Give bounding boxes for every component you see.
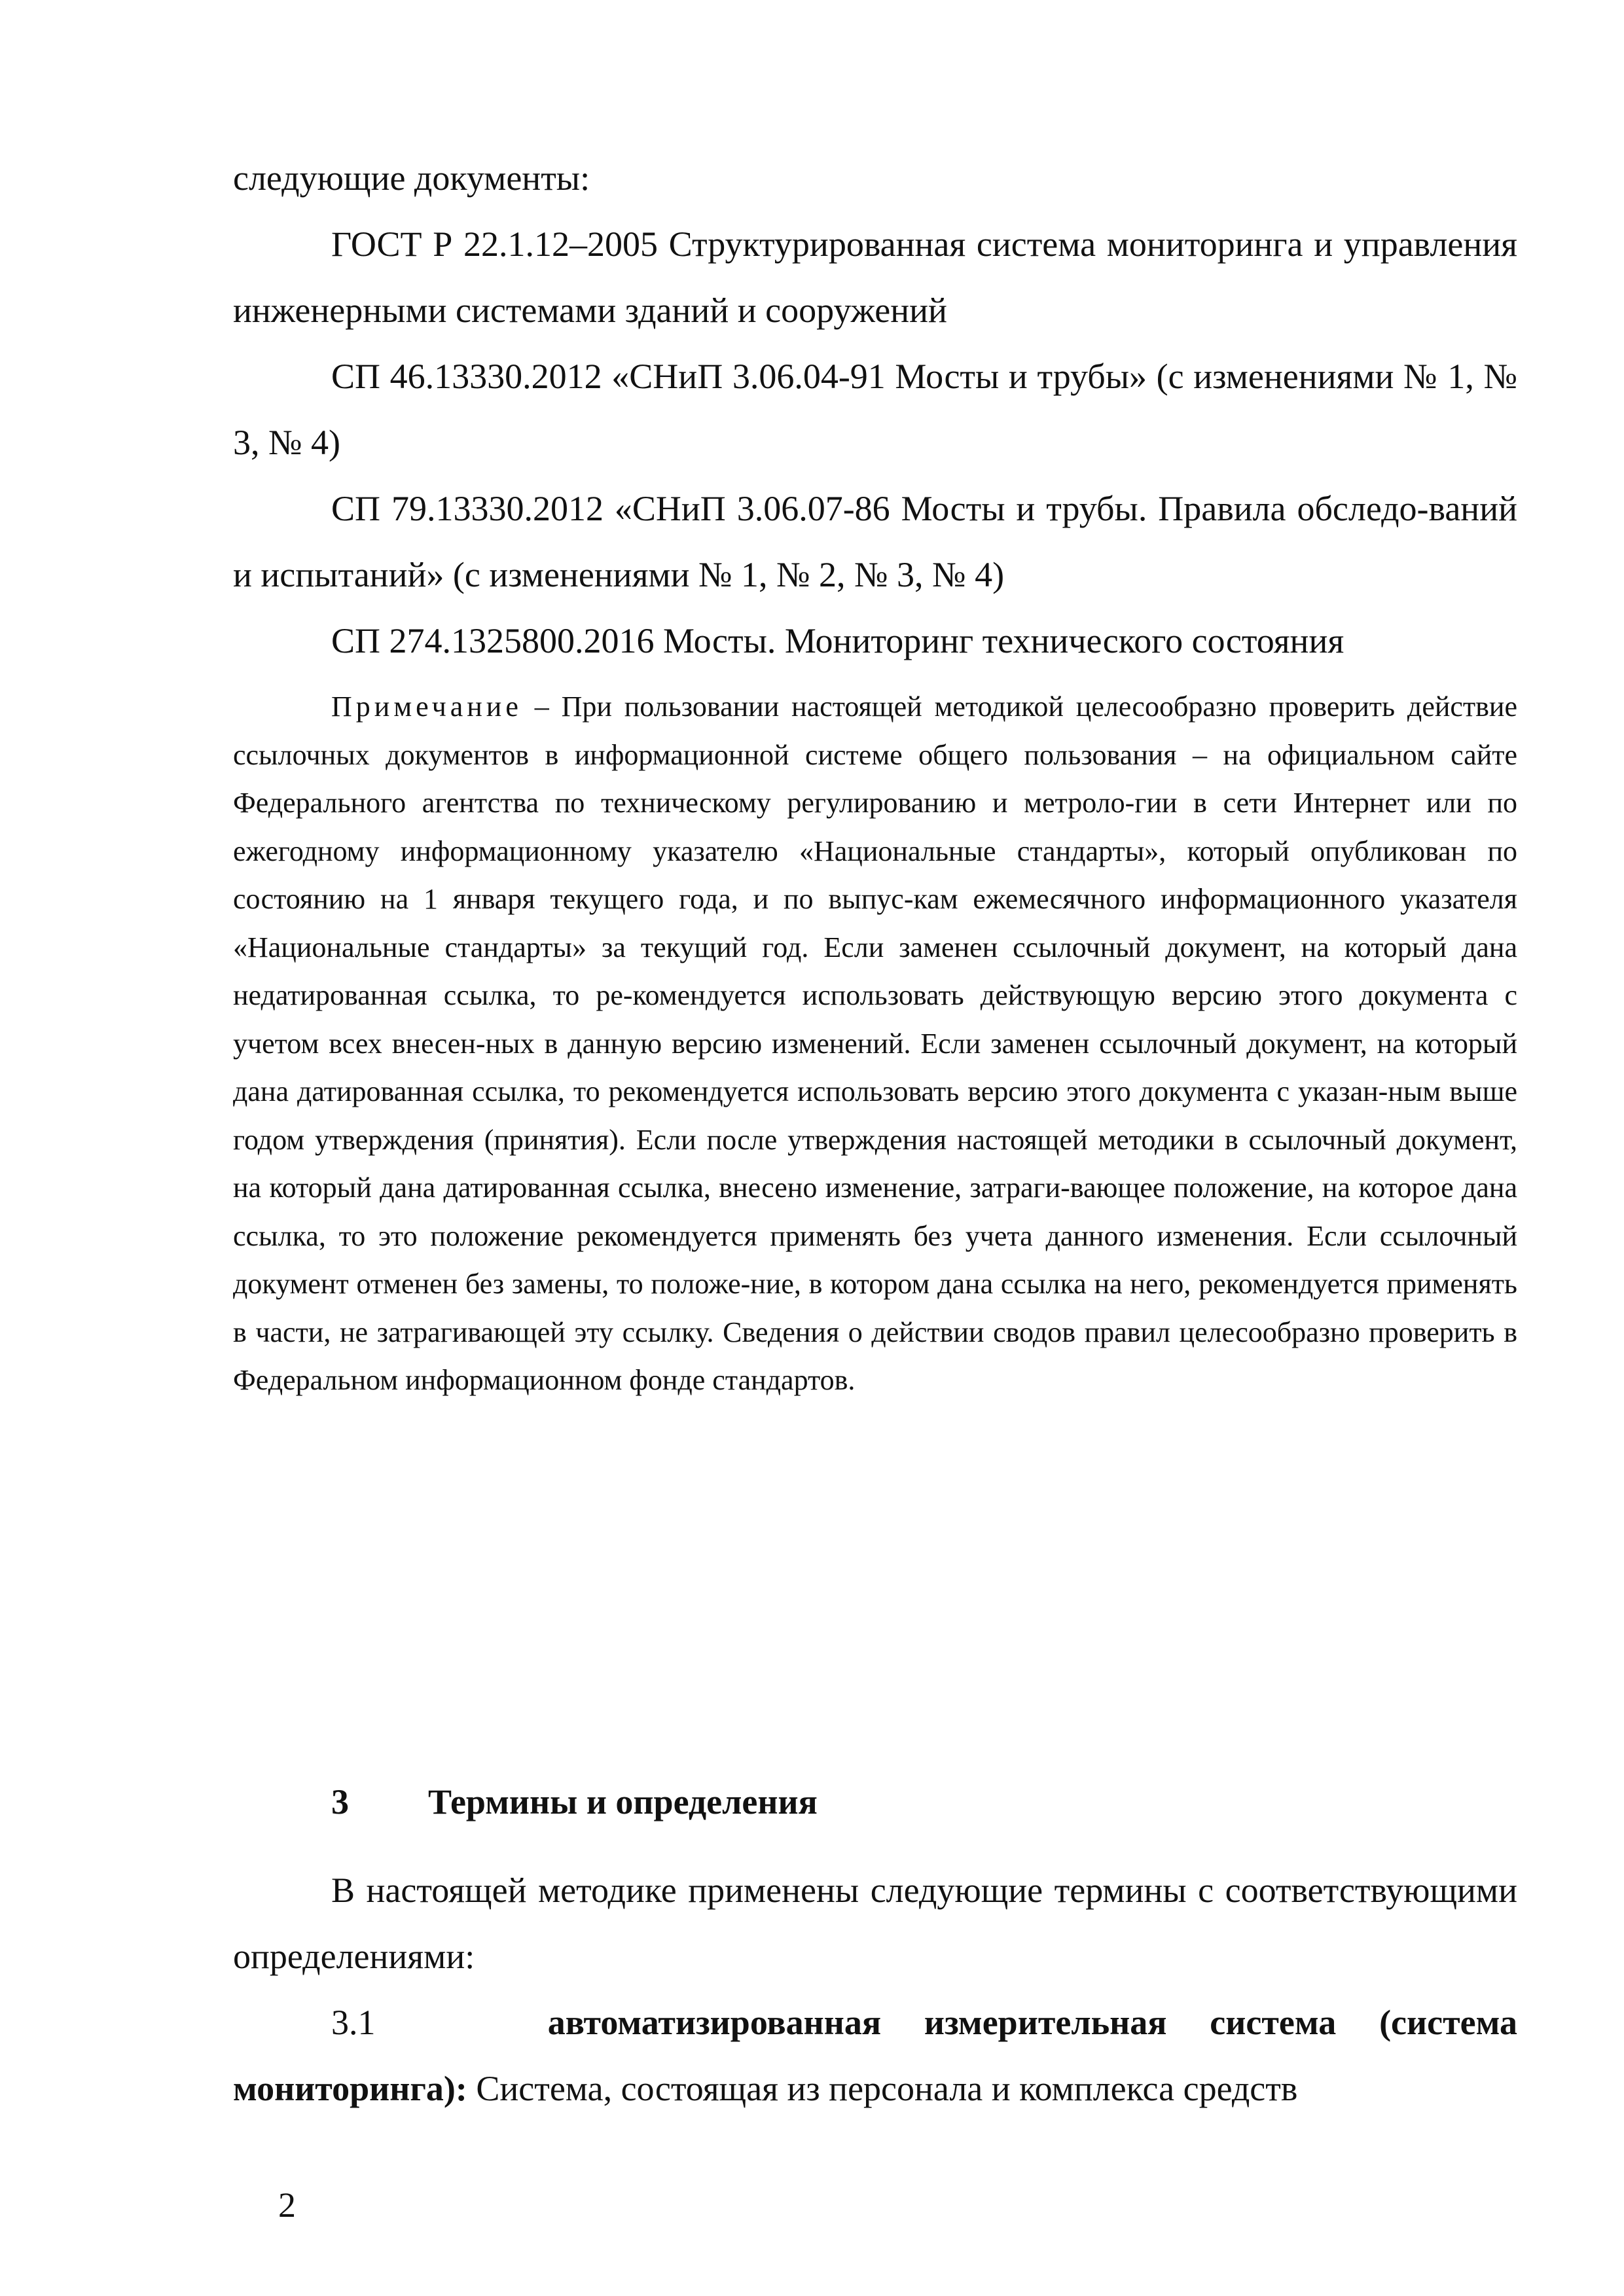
section-intro: В настоящей методике применены следующие термины с соответствующими определениями:	[233, 1871, 1517, 1976]
intro-line: следующие документы:	[233, 158, 590, 198]
page-number: 2	[278, 2185, 296, 2225]
ref-3: СП 79.13330.2012 «СНиП 3.06.07-86 Мосты и трубы. Правила обследо-ваний и испытаний» (с изменениями № 1, № 2, № 3, № 4)	[233, 489, 1517, 594]
intro-text	[233, 145, 1517, 674]
term-name: автоматизированная измерительная система (система мониторинга):	[233, 2003, 1518, 2108]
section-number: 3	[331, 1782, 349, 1821]
term-number: 3.1	[331, 2003, 376, 2042]
note-block	[233, 683, 1517, 1405]
section-title: Термины и определения	[428, 1782, 818, 1821]
term-definition: Система, состоящая из персонала и комплекса средств	[467, 2069, 1298, 2108]
ref-4: СП 274.1325800.2016 Мосты. Мониторинг технического состояния	[331, 621, 1344, 660]
note-label: Примечание	[331, 691, 522, 723]
section-body	[233, 1857, 1517, 2122]
note-text: – При пользовании настоящей методикой целесообразно проверить действие ссылочных документов в информационной системе общего пользования – на официальном сайте Федерального агентства по техническому регулированию и метроло-гии в сети Интернет или по ежегодному информационному указателю «Национальные стандарты», который опубликован по состоянию на 1 января текущего года, и по выпус-кам ежемесячного информационного указателя «Национальные стандарты» за текущий год. Если заменен ссылочный документ, на который дана недатированная ссылка, то ре-комендуется использовать действующую версию этого документа с учетом всех внесен-ных в данную версию изменений. Если заменен ссылочный документ, на который дана датированная ссылка, то рекомендуется использовать версию этого документа с указан-ным выше годом утверждения (принятия). Если после утверждения настоящей методики в ссылочный документ, на который дана датированная ссылка, внесено изменение, затраги-вающее положение, на которое дана ссылка, то это положение рекомендуется применять без учета данного изменения. Если ссылочный документ отменен без замены, то положе-ние, в котором дана ссылка на него, рекомендуется применять в части, не затрагивающей эту ссылку. Сведения о действии сводов правил целесообразно проверить в Федеральном информационном фонде стандартов.	[233, 691, 1517, 1396]
term-3-1	[233, 1990, 1517, 2122]
ref-1: ГОСТ Р 22.1.12–2005 Структурированная система мониторинга и управления инженерными системами зданий и сооружений	[233, 224, 1517, 330]
ref-2: СП 46.13330.2012 «СНиП 3.06.04-91 Мосты и трубы» (с изменениями № 1, № 3, № 4)	[233, 357, 1517, 462]
